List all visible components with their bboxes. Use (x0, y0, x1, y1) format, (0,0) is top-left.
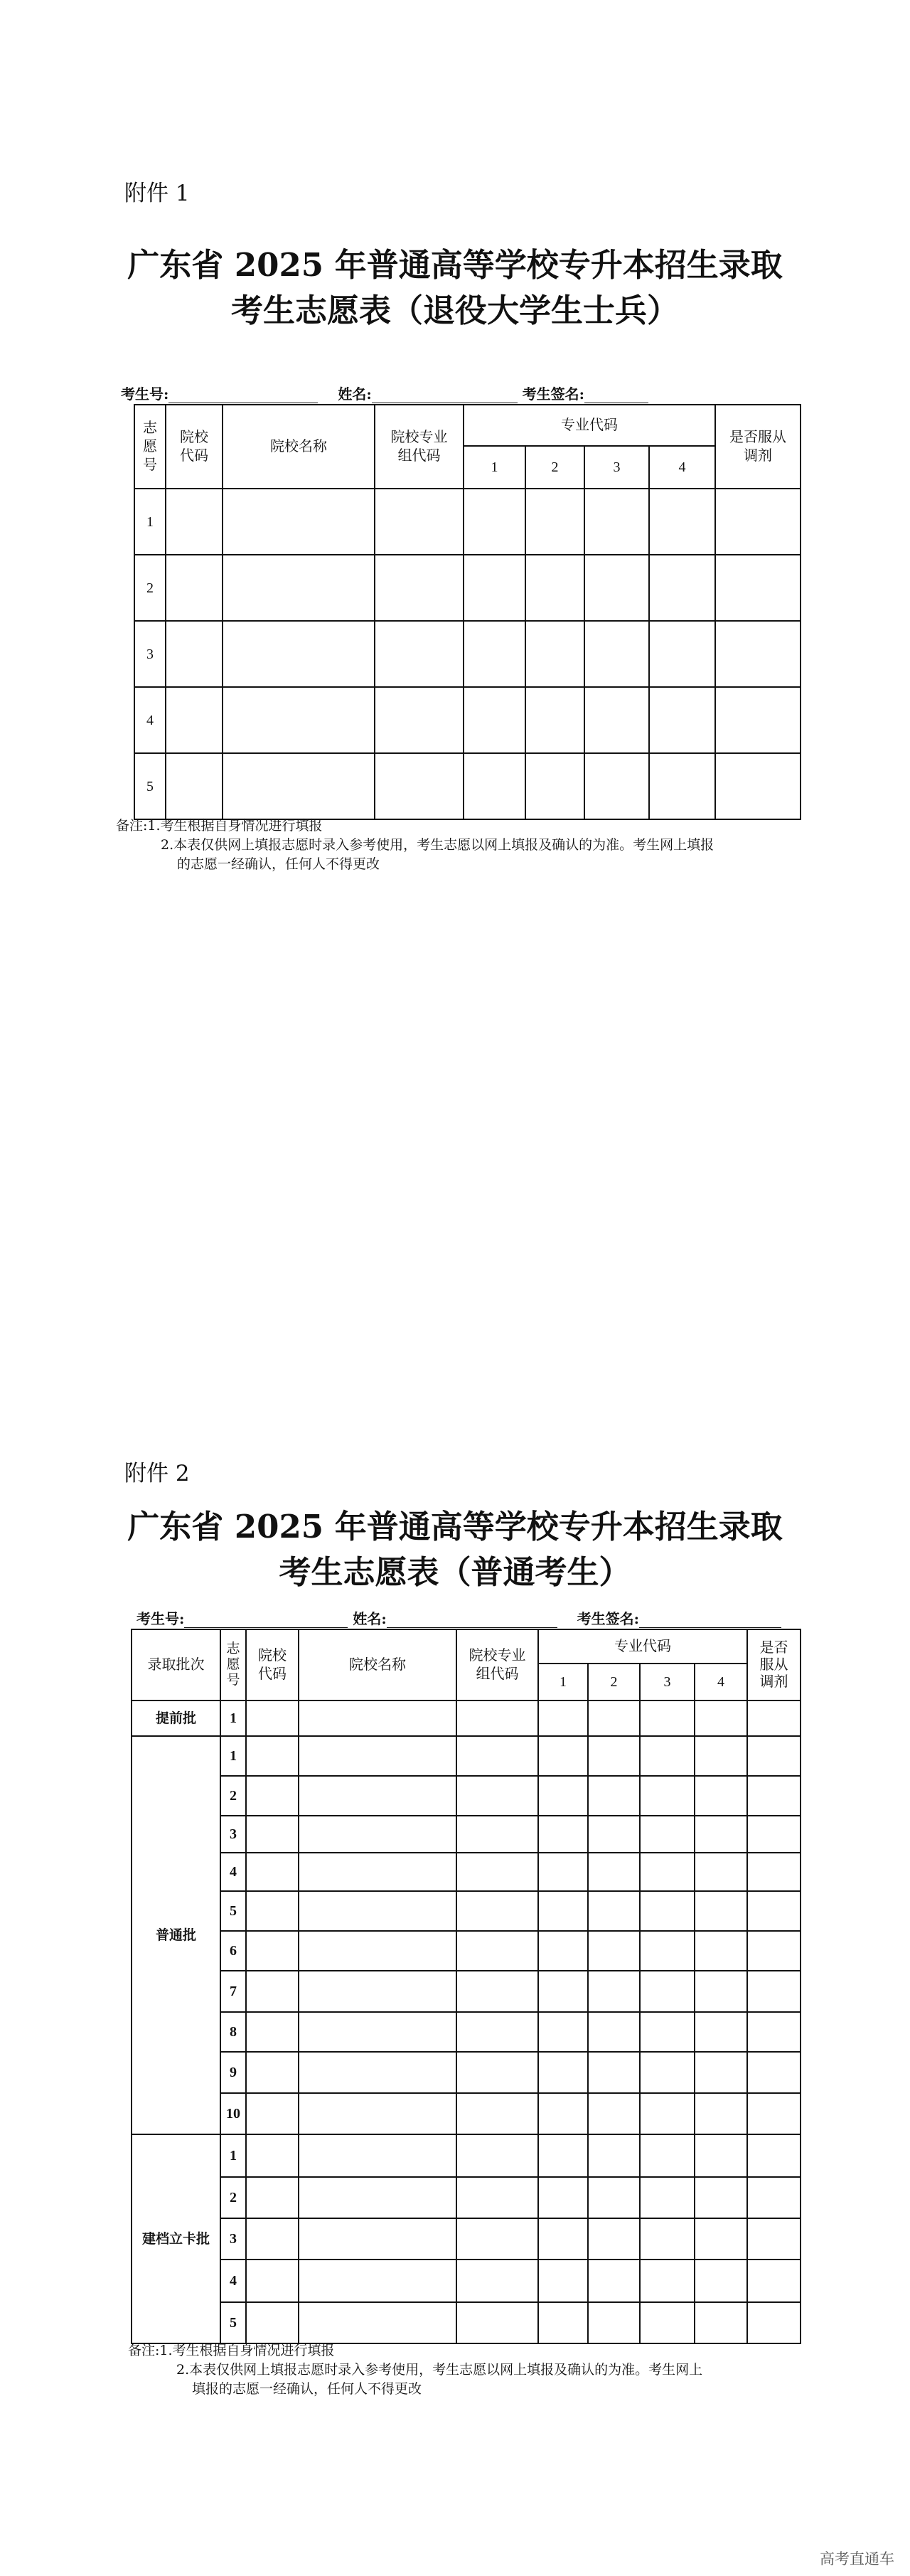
signature-field[interactable] (584, 388, 648, 403)
header-school-name: 院校名称 (299, 1629, 456, 1701)
entry-cell[interactable] (640, 2052, 695, 2093)
entry-cell[interactable] (299, 1701, 456, 1736)
entry-cell[interactable] (166, 687, 223, 753)
entry-cell[interactable] (640, 2093, 695, 2134)
entry-cell[interactable] (588, 2177, 640, 2218)
batch-label: 提前批 (132, 1701, 220, 1736)
entry-cell[interactable] (640, 1776, 695, 1816)
header-major-2: 2 (525, 446, 584, 489)
entry-cell[interactable] (456, 2302, 538, 2343)
row-number: 9 (220, 2052, 246, 2093)
table-row (132, 2218, 801, 2260)
header-batch: 录取批次 (132, 1629, 220, 1701)
entry-cell[interactable] (246, 1931, 299, 1971)
entry-cell[interactable] (588, 1816, 640, 1853)
header-major-3: 3 (584, 446, 649, 489)
form1-notes (116, 816, 714, 874)
entry-cell[interactable] (456, 2134, 538, 2177)
entry-cell[interactable] (299, 1736, 456, 1776)
entry-cell[interactable] (588, 1971, 640, 2012)
entry-cell[interactable] (640, 1891, 695, 1931)
entry-cell[interactable] (525, 489, 584, 555)
form1-title-line1: 广东省 2025 年普通高等学校专升本招生录取 (127, 246, 783, 284)
entry-cell[interactable] (747, 1816, 801, 1853)
table-row (132, 1736, 801, 1776)
entry-cell[interactable] (525, 555, 584, 621)
entry-cell[interactable] (246, 2218, 299, 2260)
entry-cell[interactable] (640, 1701, 695, 1736)
entry-cell[interactable] (299, 2052, 456, 2093)
entry-cell[interactable] (538, 1971, 588, 2012)
entry-cell[interactable] (747, 2093, 801, 2134)
entry-cell[interactable] (747, 1701, 801, 1736)
entry-cell[interactable] (299, 2218, 456, 2260)
entry-cell[interactable] (246, 2302, 299, 2343)
entry-cell[interactable] (299, 1853, 456, 1891)
entry-cell[interactable] (715, 753, 801, 819)
entry-cell[interactable] (747, 1891, 801, 1931)
row-number: 3 (220, 2218, 246, 2260)
table-row (134, 621, 801, 687)
exam-number-field[interactable] (184, 1613, 348, 1628)
entry-cell[interactable] (640, 2134, 695, 2177)
exam-number-label: 考生号: (121, 385, 169, 403)
entry-cell[interactable] (456, 2012, 538, 2052)
entry-cell[interactable] (456, 1701, 538, 1736)
entry-cell[interactable] (456, 2093, 538, 2134)
entry-cell[interactable] (588, 2093, 640, 2134)
batch-label: 建档立卡批 (132, 2134, 220, 2343)
entry-cell[interactable] (538, 2052, 588, 2093)
entry-cell[interactable] (695, 1776, 747, 1816)
entry-cell[interactable] (588, 2218, 640, 2260)
entry-cell[interactable] (299, 2260, 456, 2302)
entry-cell[interactable] (695, 2302, 747, 2343)
entry-cell[interactable] (588, 1701, 640, 1736)
row-number: 10 (220, 2093, 246, 2134)
entry-cell[interactable] (649, 555, 715, 621)
entry-cell[interactable] (640, 1816, 695, 1853)
entry-cell[interactable] (538, 1891, 588, 1931)
entry-cell[interactable] (223, 687, 375, 753)
entry-cell[interactable] (715, 621, 801, 687)
row-number: 2 (220, 2177, 246, 2218)
entry-cell[interactable] (588, 1931, 640, 1971)
entry-cell[interactable] (246, 1853, 299, 1891)
header-school-code: 院校 代码 (166, 405, 223, 489)
table-row (132, 1853, 801, 1891)
entry-cell[interactable] (747, 2134, 801, 2177)
entry-cell[interactable] (747, 2302, 801, 2343)
table-row (132, 1971, 801, 2012)
entry-cell[interactable] (640, 2218, 695, 2260)
note-2: 2.本表仅供网上填报志愿时录入参考使用，考生志愿以网上填报及确认的为准。考生网上 (176, 2362, 703, 2378)
entry-cell[interactable] (538, 2134, 588, 2177)
entry-cell[interactable] (246, 1776, 299, 1816)
entry-cell[interactable] (588, 2052, 640, 2093)
entry-cell[interactable] (538, 1736, 588, 1776)
name-label: 姓名: (353, 1610, 387, 1627)
header-order: 志 愿 号 (220, 1629, 246, 1701)
entry-cell[interactable] (456, 1931, 538, 1971)
entry-cell[interactable] (695, 2093, 747, 2134)
entry-cell[interactable] (464, 555, 525, 621)
entry-cell[interactable] (223, 489, 375, 555)
row-number: 6 (220, 1931, 246, 1971)
attachment-label-1: 附件 1 (124, 181, 190, 206)
table-row (132, 1776, 801, 1816)
entry-cell[interactable] (538, 2177, 588, 2218)
table-row (134, 753, 801, 819)
header-major-3: 3 (640, 1664, 695, 1701)
watermark-text: 高考直通车 (820, 2551, 894, 2567)
entry-cell[interactable] (299, 2093, 456, 2134)
entry-cell[interactable] (456, 2260, 538, 2302)
entry-cell[interactable] (649, 621, 715, 687)
table-row (132, 2052, 801, 2093)
header-major-code: 专业代码 (538, 1629, 747, 1664)
entry-cell[interactable] (695, 1931, 747, 1971)
entry-cell[interactable] (649, 687, 715, 753)
entry-cell[interactable] (538, 2218, 588, 2260)
entry-cell[interactable] (747, 1853, 801, 1891)
row-number: 3 (220, 1816, 246, 1853)
entry-cell[interactable] (456, 1971, 538, 2012)
entry-cell[interactable] (538, 1853, 588, 1891)
entry-cell[interactable] (715, 555, 801, 621)
entry-cell[interactable] (375, 687, 464, 753)
entry-cell[interactable] (715, 687, 801, 753)
header-major-4: 4 (695, 1664, 747, 1701)
entry-cell[interactable] (695, 1971, 747, 2012)
entry-cell[interactable] (640, 2260, 695, 2302)
table-row (134, 489, 801, 555)
entry-cell[interactable] (588, 2260, 640, 2302)
entry-cell[interactable] (747, 2012, 801, 2052)
header-major-2: 2 (588, 1664, 640, 1701)
note-1: 1.考生根据自身情况进行填报 (159, 2343, 335, 2358)
row-number: 8 (220, 2012, 246, 2052)
entry-cell[interactable] (464, 753, 525, 819)
entry-cell[interactable] (640, 1931, 695, 1971)
table-row (132, 2260, 801, 2302)
entry-cell[interactable] (747, 2260, 801, 2302)
header-major-code: 专业代码 (464, 405, 715, 446)
entry-cell[interactable] (649, 753, 715, 819)
form2-title-line2: 考生志愿表（普通考生） (279, 1553, 631, 1591)
entry-cell[interactable] (456, 1776, 538, 1816)
table-row (134, 687, 801, 753)
entry-cell[interactable] (640, 2177, 695, 2218)
row-number: 5 (220, 1891, 246, 1931)
entry-cell[interactable] (375, 621, 464, 687)
notes-label: 备注: (128, 2343, 160, 2358)
entry-cell[interactable] (747, 1931, 801, 1971)
entry-cell[interactable] (640, 2012, 695, 2052)
entry-cell[interactable] (299, 2177, 456, 2218)
entry-cell[interactable] (456, 2177, 538, 2218)
form1-table (134, 404, 801, 820)
row-number: 1 (220, 1736, 246, 1776)
header-major-1: 1 (538, 1664, 588, 1701)
entry-cell[interactable] (588, 2134, 640, 2177)
table-row (132, 1701, 801, 1736)
note-2-cont: 填报的志愿一经确认，任何人不得更改 (192, 2381, 422, 2397)
entry-cell[interactable] (299, 2012, 456, 2052)
entry-cell[interactable] (695, 1736, 747, 1776)
entry-cell[interactable] (456, 1853, 538, 1891)
entry-cell[interactable] (695, 2052, 747, 2093)
entry-cell[interactable] (640, 1736, 695, 1776)
entry-cell[interactable] (588, 1891, 640, 1931)
entry-cell[interactable] (246, 2012, 299, 2052)
table-row (132, 2134, 801, 2177)
note-2-cont: 的志愿一经确认，任何人不得更改 (177, 856, 380, 872)
entry-cell[interactable] (695, 1891, 747, 1931)
entry-cell[interactable] (584, 687, 649, 753)
row-number: 5 (134, 753, 166, 819)
entry-cell[interactable] (246, 1736, 299, 1776)
header-school-name: 院校名称 (223, 405, 375, 489)
table-row (132, 1931, 801, 1971)
table-row (132, 1816, 801, 1853)
entry-cell[interactable] (588, 1776, 640, 1816)
entry-cell[interactable] (246, 1701, 299, 1736)
note-2: 2.本表仅供网上填报志愿时录入参考使用，考生志愿以网上填报及确认的为准。考生网上填报 (161, 837, 714, 853)
row-number: 1 (220, 2134, 246, 2177)
header-school-code: 院校 代码 (246, 1629, 299, 1701)
signature-label: 考生签名: (522, 385, 585, 403)
header-group-code: 院校专业 组代码 (456, 1629, 538, 1701)
form1-info-line (121, 383, 648, 403)
row-number: 1 (134, 489, 166, 555)
row-number: 2 (220, 1776, 246, 1816)
entry-cell[interactable] (456, 2218, 538, 2260)
entry-cell[interactable] (299, 1816, 456, 1853)
attachment-label-2: 附件 2 (124, 1461, 190, 1486)
signature-field[interactable] (639, 1613, 781, 1628)
batch-label: 普通批 (132, 1736, 220, 2134)
entry-cell[interactable] (584, 555, 649, 621)
entry-cell[interactable] (525, 687, 584, 753)
entry-cell[interactable] (695, 2134, 747, 2177)
name-field[interactable] (372, 388, 518, 403)
form2-info-line (136, 1607, 781, 1628)
entry-cell[interactable] (588, 2012, 640, 2052)
entry-cell[interactable] (223, 753, 375, 819)
row-number: 4 (220, 2260, 246, 2302)
row-number: 1 (220, 1701, 246, 1736)
entry-cell[interactable] (299, 2302, 456, 2343)
entry-cell[interactable] (166, 621, 223, 687)
entry-cell[interactable] (747, 1736, 801, 1776)
entry-cell[interactable] (456, 1816, 538, 1853)
notes-label: 备注: (116, 818, 148, 834)
entry-cell[interactable] (695, 2260, 747, 2302)
entry-cell[interactable] (456, 1736, 538, 1776)
entry-cell[interactable] (747, 2052, 801, 2093)
entry-cell[interactable] (584, 753, 649, 819)
entry-cell[interactable] (223, 621, 375, 687)
entry-cell[interactable] (299, 1776, 456, 1816)
entry-cell[interactable] (246, 2052, 299, 2093)
entry-cell[interactable] (695, 1816, 747, 1853)
exam-number-label: 考生号: (136, 1610, 185, 1627)
entry-cell[interactable] (747, 1776, 801, 1816)
table-row (132, 2177, 801, 2218)
entry-cell[interactable] (299, 2134, 456, 2177)
entry-cell[interactable] (695, 2177, 747, 2218)
header-order: 志 愿 号 (134, 405, 166, 489)
entry-cell[interactable] (640, 2302, 695, 2343)
entry-cell[interactable] (246, 2093, 299, 2134)
entry-cell[interactable] (538, 2012, 588, 2052)
form2-notes (128, 2341, 702, 2399)
entry-cell[interactable] (538, 2093, 588, 2134)
entry-cell[interactable] (464, 687, 525, 753)
entry-cell[interactable] (538, 1701, 588, 1736)
header-major-1: 1 (464, 446, 525, 489)
entry-cell[interactable] (525, 753, 584, 819)
header-adjust: 是否 服从 调剂 (747, 1629, 801, 1701)
entry-cell[interactable] (375, 489, 464, 555)
entry-cell[interactable] (525, 621, 584, 687)
entry-cell[interactable] (538, 1776, 588, 1816)
entry-cell[interactable] (166, 753, 223, 819)
entry-cell[interactable] (747, 2177, 801, 2218)
signature-label: 考生签名: (577, 1610, 640, 1627)
exam-number-field[interactable] (168, 388, 318, 403)
entry-cell[interactable] (747, 2218, 801, 2260)
entry-cell[interactable] (166, 489, 223, 555)
row-number: 4 (134, 687, 166, 753)
entry-cell[interactable] (456, 1891, 538, 1931)
table-row (132, 1891, 801, 1931)
entry-cell[interactable] (246, 1971, 299, 2012)
entry-cell[interactable] (695, 2218, 747, 2260)
entry-cell[interactable] (456, 2052, 538, 2093)
form2-table (131, 1629, 801, 2344)
entry-cell[interactable] (375, 555, 464, 621)
name-label: 姓名: (338, 385, 372, 403)
table-row (134, 555, 801, 621)
entry-cell[interactable] (649, 489, 715, 555)
entry-cell[interactable] (246, 1891, 299, 1931)
entry-cell[interactable] (538, 1931, 588, 1971)
header-major-4: 4 (649, 446, 715, 489)
entry-cell[interactable] (695, 1853, 747, 1891)
entry-cell[interactable] (640, 1971, 695, 2012)
note-1: 1.考生根据自身情况进行填报 (147, 818, 323, 834)
entry-cell[interactable] (246, 2260, 299, 2302)
entry-cell[interactable] (223, 555, 375, 621)
row-number: 4 (220, 1853, 246, 1891)
entry-cell[interactable] (584, 621, 649, 687)
entry-cell[interactable] (747, 1971, 801, 2012)
entry-cell[interactable] (246, 1816, 299, 1853)
row-number: 5 (220, 2302, 246, 2343)
entry-cell[interactable] (166, 555, 223, 621)
entry-cell[interactable] (538, 2260, 588, 2302)
row-number: 2 (134, 555, 166, 621)
entry-cell[interactable] (538, 1816, 588, 1853)
entry-cell[interactable] (299, 1971, 456, 2012)
entry-cell[interactable] (538, 2302, 588, 2343)
entry-cell[interactable] (584, 489, 649, 555)
entry-cell[interactable] (299, 1931, 456, 1971)
header-adjust: 是否服从 调剂 (715, 405, 801, 489)
entry-cell[interactable] (640, 1853, 695, 1891)
row-number: 3 (134, 621, 166, 687)
entry-cell[interactable] (695, 1701, 747, 1736)
entry-cell[interactable] (246, 2134, 299, 2177)
entry-cell[interactable] (375, 753, 464, 819)
table-row (132, 2302, 801, 2343)
entry-cell[interactable] (299, 1891, 456, 1931)
table-row (132, 2093, 801, 2134)
header-group-code: 院校专业 组代码 (375, 405, 464, 489)
entry-cell[interactable] (246, 2177, 299, 2218)
entry-cell[interactable] (464, 489, 525, 555)
entry-cell[interactable] (464, 621, 525, 687)
entry-cell[interactable] (715, 489, 801, 555)
entry-cell[interactable] (695, 2012, 747, 2052)
entry-cell[interactable] (588, 1853, 640, 1891)
entry-cell[interactable] (588, 1736, 640, 1776)
form2-title-line1: 广东省 2025 年普通高等学校专升本招生录取 (127, 1508, 783, 1545)
entry-cell[interactable] (588, 2302, 640, 2343)
table-row (132, 2012, 801, 2052)
row-number: 7 (220, 1971, 246, 2012)
form1-title-line2: 考生志愿表（退役大学生士兵） (230, 292, 679, 329)
name-field[interactable] (387, 1613, 557, 1628)
